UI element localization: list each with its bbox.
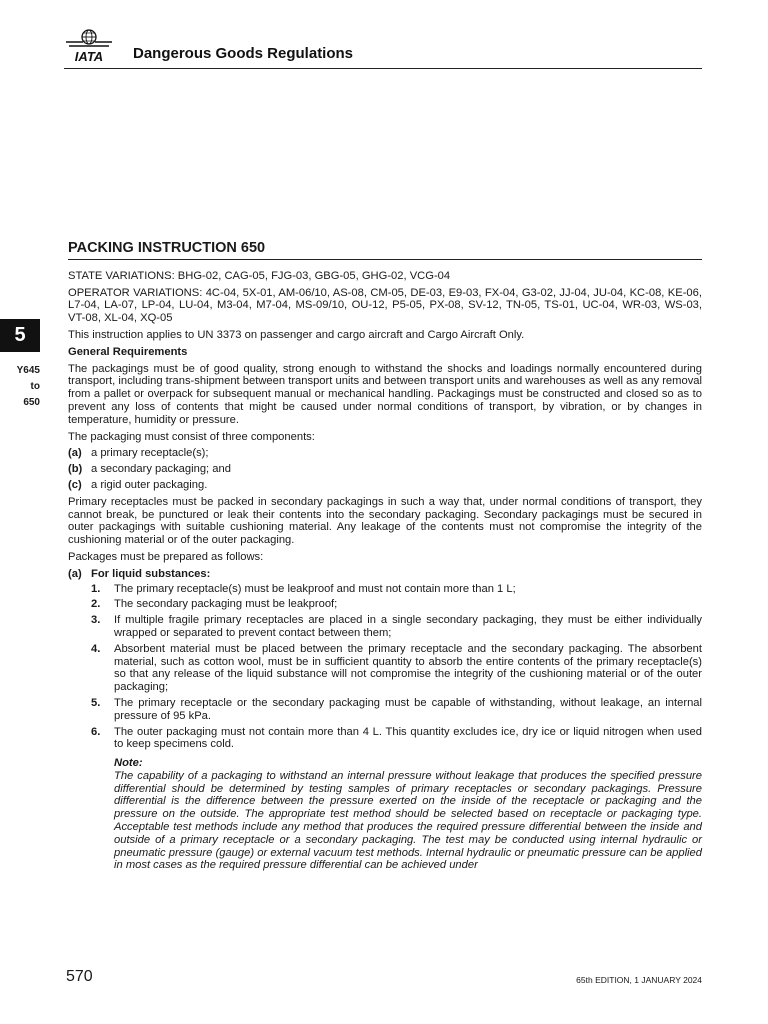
section-tab: 5: [0, 319, 40, 352]
item-number: 1.: [91, 582, 101, 595]
note: [114, 757, 702, 872]
item-text: The secondary packaging must be leakproof;: [114, 598, 338, 611]
numbered-item: [91, 583, 702, 596]
list-marker: (a): [68, 567, 82, 580]
item-number: 6.: [91, 725, 101, 738]
edition-label: 65th EDITION, 1 JANUARY 2024: [576, 975, 702, 985]
range-end: 650: [23, 397, 40, 408]
list-marker: (c): [68, 478, 82, 491]
paragraph-1: The packagings must be of good quality, strong enough to withstand the shocks and loadings normally encountered during transport, including trans-shipment between transport units and between transport units and warehouses as well as any removal from a pallet or overpack for subsequent manual or mechanical handling. Packagings must be constructed and closed so as to prevent any loss of contents that might be caused under normal conditions of transport, by vibration, or by changes in temperature, humidity or pressure.: [68, 362, 702, 426]
operator-variations: OPERATOR VARIATIONS: 4C-04, 5X-01, AM-06/10, AS-08, CM-05, DE-03, E9-03, FX-04, G3-02, JJ-04, JU-04, KC-08, KE-06, L7-04, LA-07, LP-04, LU-04, M3-04, M7-04, MS-09/10, OU-12, P5-05, PX-08, SV-12, TN-05, TS-01, UC-04, WR-03, WS-03, VT-08, XL-04, XQ-05: [68, 286, 702, 325]
list-item: [68, 479, 702, 492]
list-text: a rigid outer packaging.: [91, 478, 208, 491]
liquid-heading-text: For liquid substances:: [91, 567, 211, 580]
paragraph-3: Primary receptacles must be packed in secondary packagings in such a way that, under normal conditions of transport, they cannot break, be punctured or leak their contents into the secondary packaging. Secondary packagings must be secured in outer packagings with suitable cushioning material. Any leakage of the contents must not compromise the integrity of the cushioning material or of the outer packaging.: [68, 495, 702, 547]
item-text: The primary receptacle or the secondary packaging must be capable of withstanding, without leakage, an internal pressure of 95 kPa.: [114, 696, 702, 722]
iata-logo: [64, 28, 114, 64]
page-header: [64, 26, 702, 69]
item-text: The outer packaging must not contain more than 4 L. This quantity excludes ice, dry ice or liquid nitrogen when used to keep specimens cold.: [114, 725, 702, 751]
paragraph-4: Packages must be prepared as follows:: [68, 550, 264, 563]
list-item: [68, 463, 702, 476]
logo-text: IATA: [74, 49, 104, 64]
page-number: 570: [66, 968, 93, 985]
list-text: a primary receptacle(s);: [91, 447, 209, 460]
note-text: The capability of a packaging to withstand an internal pressure without leakage that produces the specified pressure differential should be determined by testing samples of primary receptacles or secondary packagings. Pressure differential is the difference between the pressure exerted on the inside of the receptacle or packaging and the pressure on the outside. The appropriate test method should be selected based on receptacle or packaging type. Acceptable test methods include any method that produces the required pressure differential between the inside and outside of a primary receptacle or a secondary packaging. The test may be conducted using internal hydraulic or pneumatic pressure (gauge) or external vacuum test methods. Internal hydraulic or pneumatic pressure can be applied in most cases as the required pressure differential can be achieved under: [114, 769, 702, 872]
numbered-item: [91, 726, 702, 752]
liquid-heading: [68, 568, 702, 581]
item-text: Absorbent material must be placed between the primary receptacle and the secondary packaging. The absorbent material, such as cotton wool, must be in sufficient quantity to absorb the entire contents of the primary receptacle(s) so that any release of the liquid substance will not compromise the integrity of the cushioning material or of the outer packaging;: [114, 642, 702, 694]
numbered-item: [91, 697, 702, 723]
range-to: to: [30, 381, 40, 392]
list-marker: (a): [68, 447, 82, 460]
header-title: Dangerous Goods Regulations: [133, 45, 354, 62]
note-label: Note:: [114, 757, 143, 770]
list-marker: (b): [68, 463, 83, 476]
numbered-item: [91, 614, 702, 640]
range-start: Y645: [16, 365, 40, 376]
page-title: PACKING INSTRUCTION 650: [68, 242, 702, 260]
general-requirements-heading: General Requirements: [68, 345, 188, 358]
item-number: 2.: [91, 598, 101, 611]
item-text: If multiple fragile primary receptacles are placed in a single secondary packaging, they must be either individually wrapped or separated to prevent contact between them;: [114, 614, 702, 639]
item-number: 5.: [91, 696, 101, 709]
paragraph-2: The packaging must consist of three components:: [68, 430, 315, 443]
item-number: 4.: [91, 642, 101, 655]
numbered-item: [91, 598, 702, 611]
state-variations: STATE VARIATIONS: BHG-02, CAG-05, FJG-03, GBG-05, GHG-02, VCG-04: [68, 269, 451, 282]
applies-text: This instruction applies to UN 3373 on passenger and cargo aircraft and Cargo Aircraft Only.: [68, 328, 525, 341]
item-text: The primary receptacle(s) must be leakproof and must not contain more than 1 L;: [114, 582, 516, 595]
document-body: [68, 242, 702, 872]
list-item: [68, 447, 702, 460]
list-text: a secondary packaging; and: [91, 463, 231, 476]
section-range: [14, 363, 40, 411]
item-number: 3.: [91, 614, 101, 627]
numbered-item: [91, 643, 702, 694]
components-list: [68, 447, 702, 491]
